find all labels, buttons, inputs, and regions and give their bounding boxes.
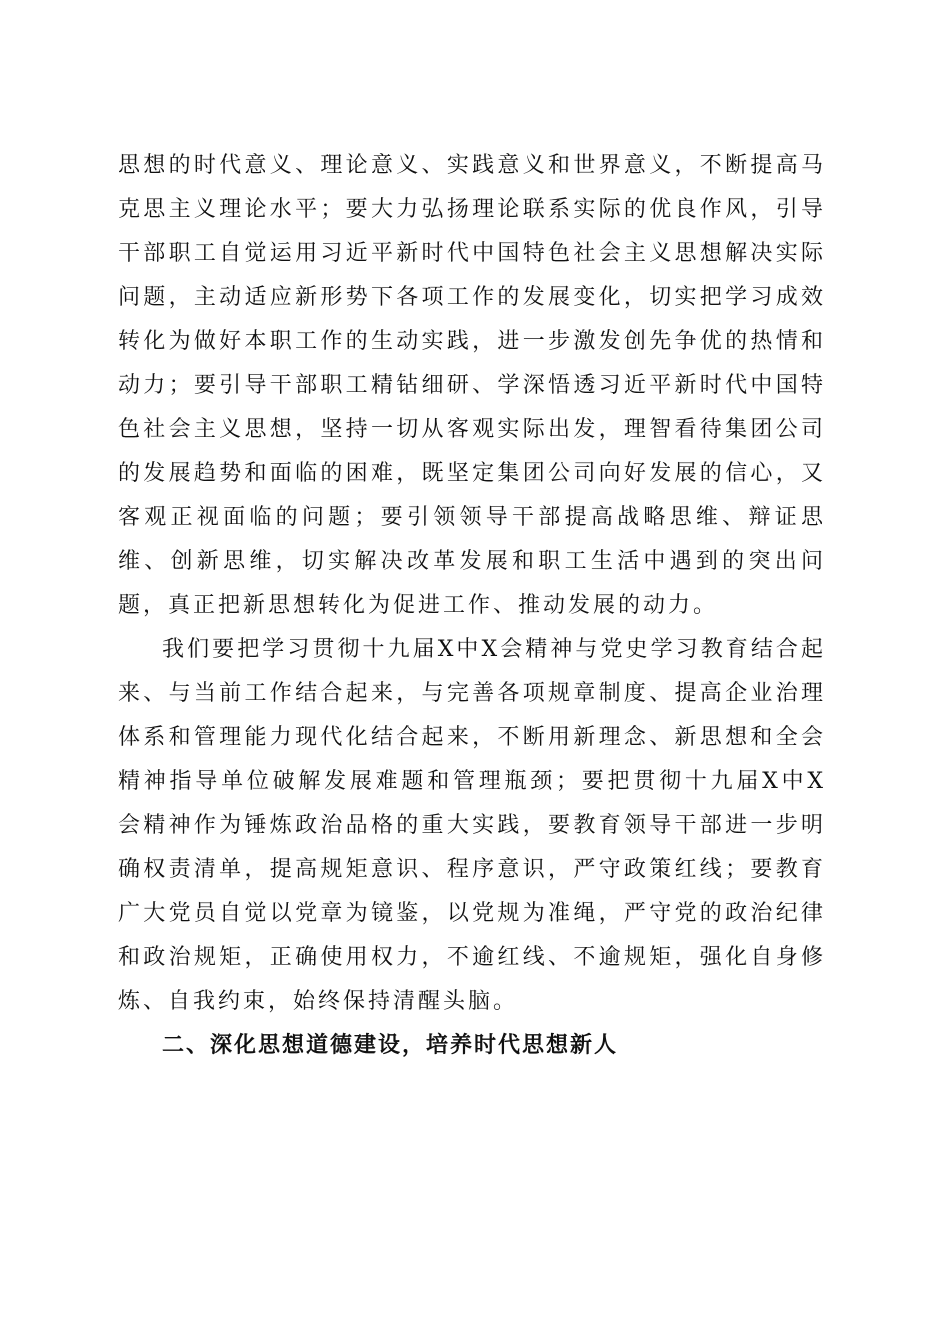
- paragraph-study-implementation: 我们要把学习贯彻十九届X中X会精神与党史学习教育结合起来、与当前工作结合起来，与完善各项规章制度、提高企业治理体系和管理能力现代化结合起来，不断用新理念、新思想和全会精神指导单位破解发展难题和管理瓶颈；要把贯彻十九届X中X会精神作为锤炼政治品格的重大实践，要教育领导干部进一步明确权责清单，提高规矩意识、程序意识，严守政策红线；要教育广大党员自觉以党章为镜鉴，以党规为准绳，严守党的政治纪律和政治规矩，正确使用权力，不逾红线、不逾规矩，强化自身修炼、自我约束，始终保持清醒头脑。: [118, 637, 826, 1014]
- paragraph-continued: 思想的时代意义、理论意义、实践意义和世界意义，不断提高马克思主义理论水平；要大力弘扬理论联系实际的优良作风，引导干部职工自觉运用习近平新时代中国特色社会主义思想解决实际问题，主动适应新形势下各项工作的发展变化，切实把学习成效转化为做好本职工作的生动实践，进一步激发创先争优的热情和动力；要引导干部职工精钻细研、学深悟透习近平新时代中国特色社会主义思想，坚持一切从客观实际出发，理智看待集团公司的发展趋势和面临的困难，既坚定集团公司向好发展的信心，又客观正视面临的问题；要引领领导干部提高战略思维、辩证思维、创新思维，切实解决改革发展和职工生活中遇到的突出问题，真正把新思想转化为促进工作、推动发展的动力。: [118, 153, 826, 618]
- document-body: [118, 144, 826, 1068]
- section-heading: 二、深化思想道德建设，培养时代思想新人: [162, 1033, 619, 1058]
